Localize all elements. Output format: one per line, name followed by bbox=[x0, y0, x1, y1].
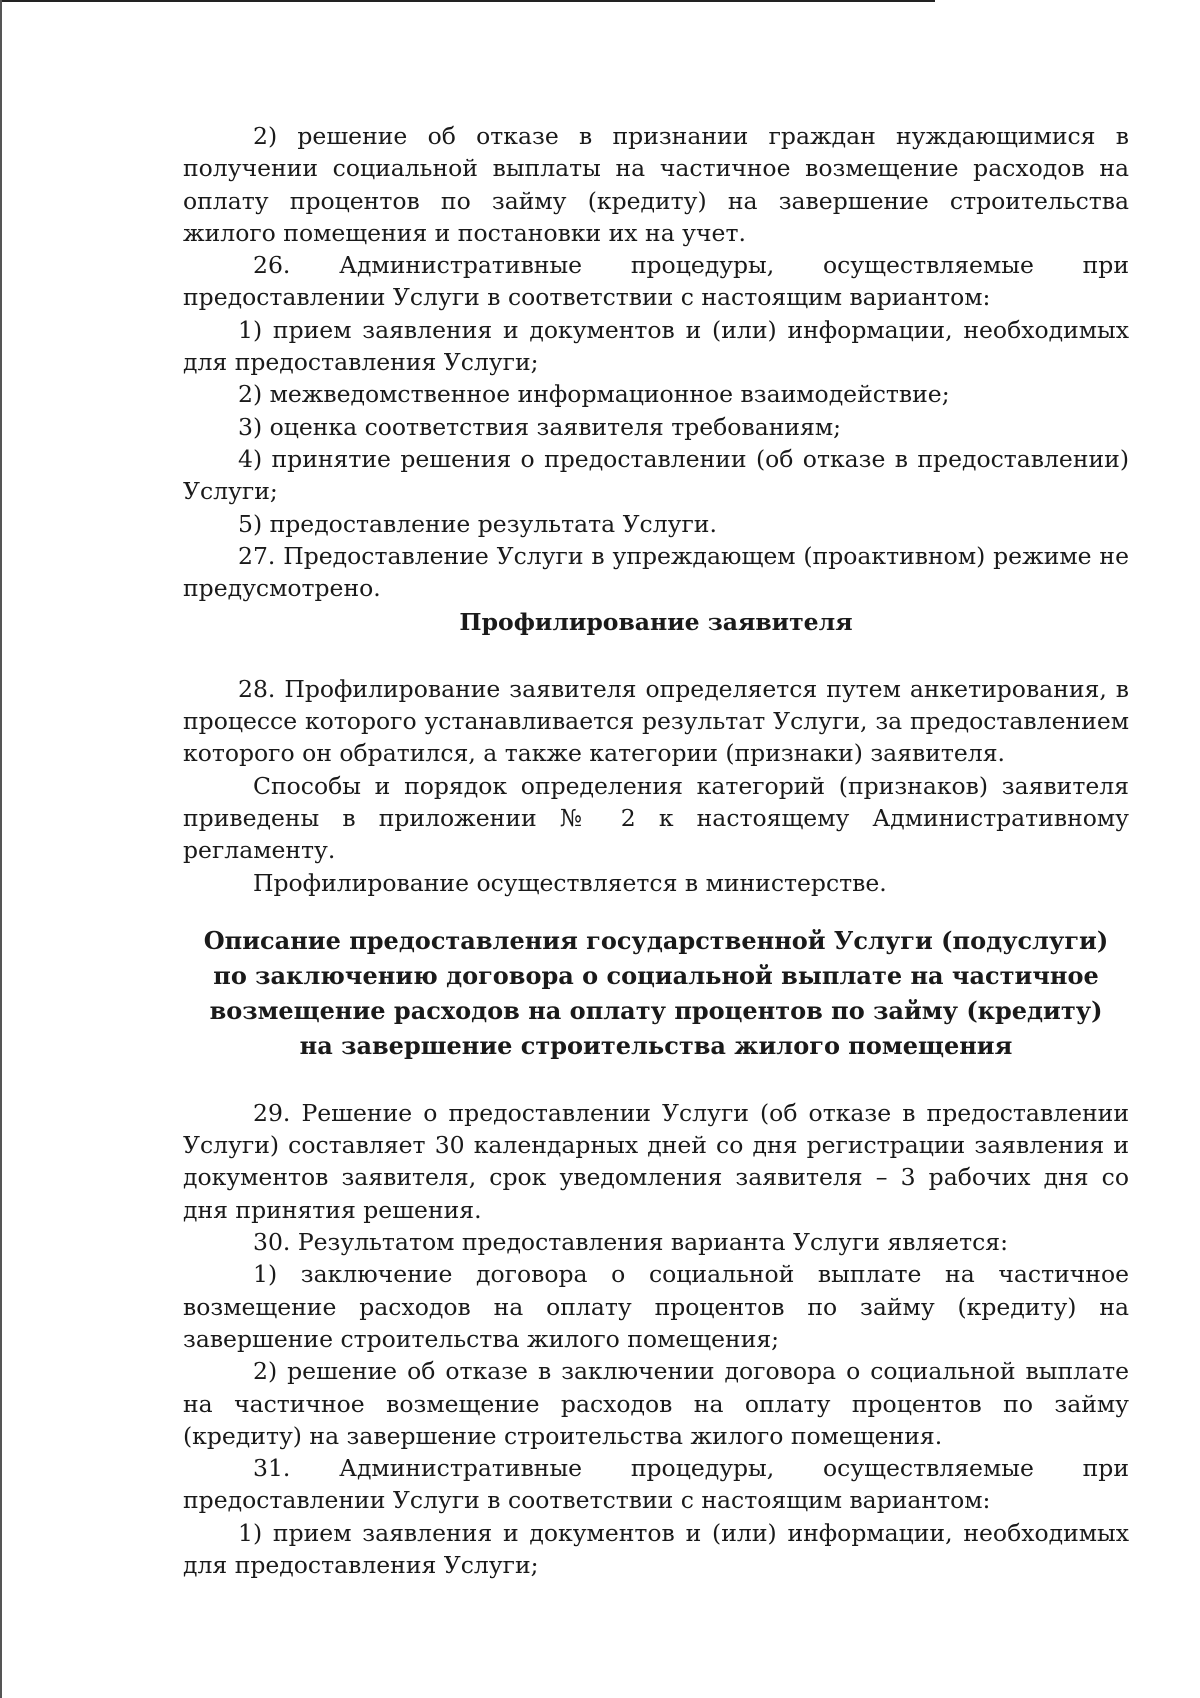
paragraph: 28. Профилирование заявителя определяется путем анкетирования, в процессе которого устанавливается результат Услуги, за предоставлением которого он обратился, а также категории (признаки) заявителя. bbox=[183, 674, 1129, 768]
paragraph: 26. Административные процедуры, осуществляемые при предоставлении Услуги в соответствии с настоящим вариантом: bbox=[183, 251, 1129, 312]
paragraph: 2) решение об отказе в признании граждан нуждающимися в получении социальной выплаты на частичное возмещение расходов на оплату процентов по займу (кредиту) на завершение строительства жилого помещения и постановки их на учет. bbox=[183, 122, 1129, 247]
paragraph: Профилирование осуществляется в министерстве. bbox=[253, 868, 887, 897]
list-item: 2) решение об отказе в заключении договора о социальной выплате на частичное возмещение расходов на оплату процентов по займу (кредиту) на завершение строительства жилого помещения. bbox=[183, 1357, 1129, 1450]
section-heading: Описание предоставления государственной Услуги (подуслуги) по заключению договора о социальной выплате на частичное возмещение расходов на оплату процентов по займу (кредиту) на завершение строительства жилого помещения bbox=[203, 925, 1109, 1060]
paragraph: 30. Результатом предоставления варианта Услуги является: bbox=[253, 1228, 1008, 1257]
section-heading: Профилирование заявителя bbox=[459, 608, 853, 637]
scan-top-edge bbox=[0, 0, 935, 2]
paragraph: Способы и порядок определения категорий (признаков) заявителя приведены в приложении № 2 к настоящему Административному регламенту. bbox=[183, 771, 1129, 865]
list-item: 1) прием заявления и документов и (или) информации, необходимых для предоставления Услуги; bbox=[183, 315, 1129, 377]
list-item: 4) принятие решения о предоставлении (об отказе в предоставлении) Услуги; bbox=[183, 444, 1129, 506]
document-body bbox=[183, 120, 1129, 1581]
paragraph: 31. Административные процедуры, осуществляемые при предоставлении Услуги в соответствии с настоящим вариантом: bbox=[183, 1454, 1129, 1515]
paragraph: 27. Предоставление Услуги в упреждающем (проактивном) режиме не предусмотрено. bbox=[183, 541, 1129, 603]
list-item: 1) прием заявления и документов и (или) информации, необходимых для предоставления Услуги; bbox=[183, 1518, 1129, 1579]
list-item: 3) оценка соответствия заявителя требованиям; bbox=[238, 412, 842, 441]
list-item: 5) предоставление результата Услуги. bbox=[238, 509, 717, 538]
paragraph: 29. Решение о предоставлении Услуги (об отказе в предоставлении Услуги) составляет 30 календарных дней со дня регистрации заявления и документов заявителя, срок уведомления заявителя – 3 рабочих дня со дня принятия решения. bbox=[183, 1098, 1129, 1224]
list-item: 2) межведомственное информационное взаимодействие; bbox=[238, 380, 950, 409]
scan-left-edge bbox=[0, 0, 2, 1698]
list-item: 1) заключение договора о социальной выплате на частичное возмещение расходов на оплату процентов по займу (кредиту) на завершение строительства жилого помещения; bbox=[183, 1260, 1129, 1353]
